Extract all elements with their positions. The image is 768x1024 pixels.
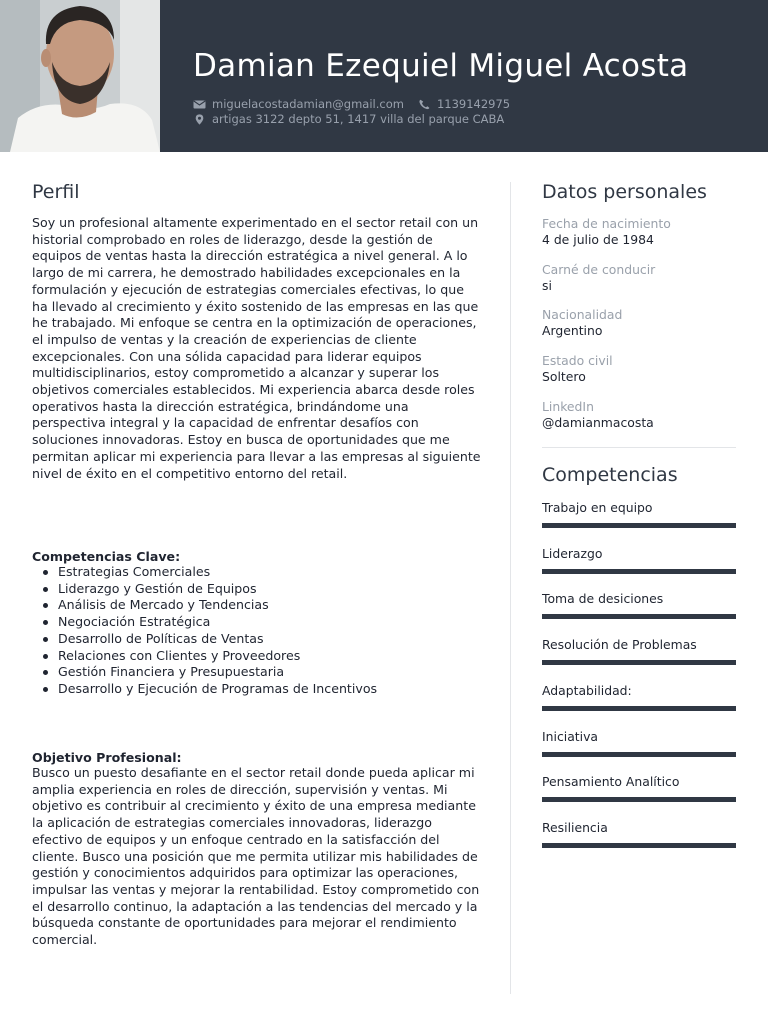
- datos-personales-heading: Datos personales: [542, 181, 707, 203]
- dp-label: Fecha de nacimiento: [542, 216, 671, 231]
- skill-level-bar: [542, 706, 736, 711]
- list-item: Desarrollo y Ejecución de Programas de Incentivos: [32, 681, 482, 698]
- list-item: Liderazgo y Gestión de Equipos: [32, 581, 482, 598]
- linkedin-handle[interactable]: @damianmacosta: [542, 415, 654, 430]
- dp-item-nacionalidad: [542, 307, 736, 339]
- dp-label: Carné de conducir: [542, 262, 656, 277]
- dp-item-linkedin: [542, 399, 736, 431]
- list-item: Desarrollo de Políticas de Ventas: [32, 631, 482, 648]
- dp-label: LinkedIn: [542, 399, 594, 414]
- contact-row-2: [193, 112, 504, 126]
- skill-label: Iniciativa: [542, 728, 599, 744]
- skill-label: Pensamiento Analítico: [542, 774, 680, 790]
- skill-level-bar: [542, 614, 736, 619]
- skill-level-fill: [542, 569, 736, 574]
- dp-item-carne-conducir: [542, 262, 736, 294]
- profile-photo: [0, 0, 160, 152]
- email-text[interactable]: miguelacostadamian@gmail.com: [212, 97, 404, 111]
- candidate-name: Damian Ezequiel Miguel Acosta: [193, 48, 689, 84]
- skill-level-fill: [542, 523, 736, 528]
- skill-level-bar: [542, 523, 736, 528]
- objetivo-text: Busco un puesto desafiante en el sector retail donde pueda aplicar mi amplia experiencia en roles de dirección, supervisión y ventas. Mi objetivo es contribuir al crecimiento y éxito de una empresa mediante la aplicación de estrategias comerciales innovadoras, liderazgo efectivo de equipos y un enfoque centrado en la satisfacción del cliente. Busco una posición que me permita utilizar mis habilidades de gestión y conocimientos adquiridos para optimizar las operaciones, impulsar las ventas y mejorar la rentabilidad. Estoy comprometido con el desarrollo continuo, la adaptación a las tendencias del mercado y la búsqueda constante de oportunidades para mejorar el rendimiento comercial.: [32, 765, 480, 948]
- skill-label: Resiliencia: [542, 819, 608, 835]
- skill-item: [542, 729, 736, 745]
- dp-value: 4 de julio de 1984: [542, 232, 654, 247]
- list-item: Relaciones con Clientes y Proveedores: [32, 648, 482, 665]
- skill-label: Toma de desiciones: [542, 591, 664, 607]
- competencias-clave-section: [32, 549, 482, 698]
- competencias-heading: Competencias: [542, 464, 678, 486]
- skill-level-fill: [542, 660, 736, 665]
- list-item: Análisis de Mercado y Tendencias: [32, 597, 482, 614]
- bullet-icon: [43, 654, 48, 659]
- skill-level-bar: [542, 797, 736, 802]
- skill-label: Resolución de Problemas: [542, 637, 697, 653]
- skill-item: [542, 683, 736, 699]
- bullet-icon: [43, 687, 48, 692]
- bullet-icon: [43, 570, 48, 575]
- dp-item-estado-civil: [542, 353, 736, 385]
- skill-item: [542, 637, 736, 653]
- column-divider: [510, 182, 511, 994]
- skill-level-fill: [542, 843, 736, 848]
- objetivo-section: [32, 750, 482, 949]
- list-item: Estrategias Comerciales: [32, 564, 482, 581]
- bullet-icon: [43, 637, 48, 642]
- skill-item: [542, 591, 736, 607]
- perfil-heading: Perfil: [32, 181, 80, 203]
- skill-level-fill: [542, 614, 736, 619]
- skill-label: Trabajo en equipo: [542, 500, 653, 515]
- skill-item: [542, 546, 736, 562]
- skill-level-bar: [542, 660, 736, 665]
- skill-level-fill: [542, 752, 736, 757]
- section-divider: [542, 447, 736, 448]
- dp-value: si: [542, 278, 552, 293]
- contact-row-1: [193, 97, 510, 111]
- competencias-clave-list: [32, 564, 482, 698]
- skill-item: [542, 774, 736, 790]
- skill-level-fill: [542, 706, 736, 711]
- header-banner: [0, 0, 768, 152]
- competencias-clave-heading: Competencias Clave:: [32, 549, 181, 564]
- skill-label: Liderazgo: [542, 545, 603, 561]
- list-item: Gestión Financiera y Presupuestaria: [32, 664, 482, 681]
- phone-text[interactable]: 1139142975: [436, 97, 511, 111]
- objetivo-heading: Objetivo Profesional:: [32, 750, 182, 765]
- map-pin-icon: [193, 114, 206, 125]
- dp-value: Argentino: [542, 323, 603, 338]
- skill-level-bar: [542, 569, 736, 574]
- phone-icon: [418, 99, 431, 110]
- perfil-text: Soy un profesional altamente experimentado en el sector retail con un historial comprobado en roles de liderazgo, desde la gestión de equipos de ventas hasta la dirección estratégica a nivel general. A lo largo de mi carrera, he demostrado habilidades excepcionales en la formulación y ejecución de estrategias comerciales efectivas, lo que ha llevado al crecimiento y éxito sostenido de las empresas en las que he trabajado. Mi enfoque se centra en la optimización de operaciones, el impulso de ventas y la creación de experiencias de cliente excepcionales. Con una sólida capacidad para liderar equipos multidisciplinarios, estoy comprometido a alcanzar y superar los objetivos comerciales establecidos. Mi experiencia abarca desde roles operativos hasta la dirección estratégica, brindándome una perspectiva integral y la capacidad de enfrentar desafíos con soluciones innovadoras. Estoy en busca de oportunidades que me permitan aplicar mi experiencia para llevar a las empresas al siguiente nivel de éxito en el competitivo entorno del retail.: [32, 215, 481, 481]
- dp-item-fecha-nacimiento: [542, 216, 736, 248]
- address-text: artigas 3122 depto 51, 1417 villa del parque CABA: [212, 112, 505, 126]
- dp-label: Estado civil: [542, 353, 613, 368]
- dp-value: Soltero: [542, 369, 586, 384]
- bullet-icon: [43, 670, 48, 675]
- dp-label: Nacionalidad: [542, 307, 623, 322]
- envelope-icon: [193, 99, 206, 110]
- list-item: Negociación Estratégica: [32, 614, 482, 631]
- skill-item: [542, 820, 736, 836]
- skill-item: [542, 500, 736, 516]
- skill-level-bar: [542, 752, 736, 757]
- skill-label: Adaptabilidad:: [542, 682, 632, 698]
- bullet-icon: [43, 587, 48, 592]
- bullet-icon: [43, 603, 48, 608]
- bullet-icon: [43, 620, 48, 625]
- skill-level-fill: [542, 797, 736, 802]
- skill-level-bar: [542, 843, 736, 848]
